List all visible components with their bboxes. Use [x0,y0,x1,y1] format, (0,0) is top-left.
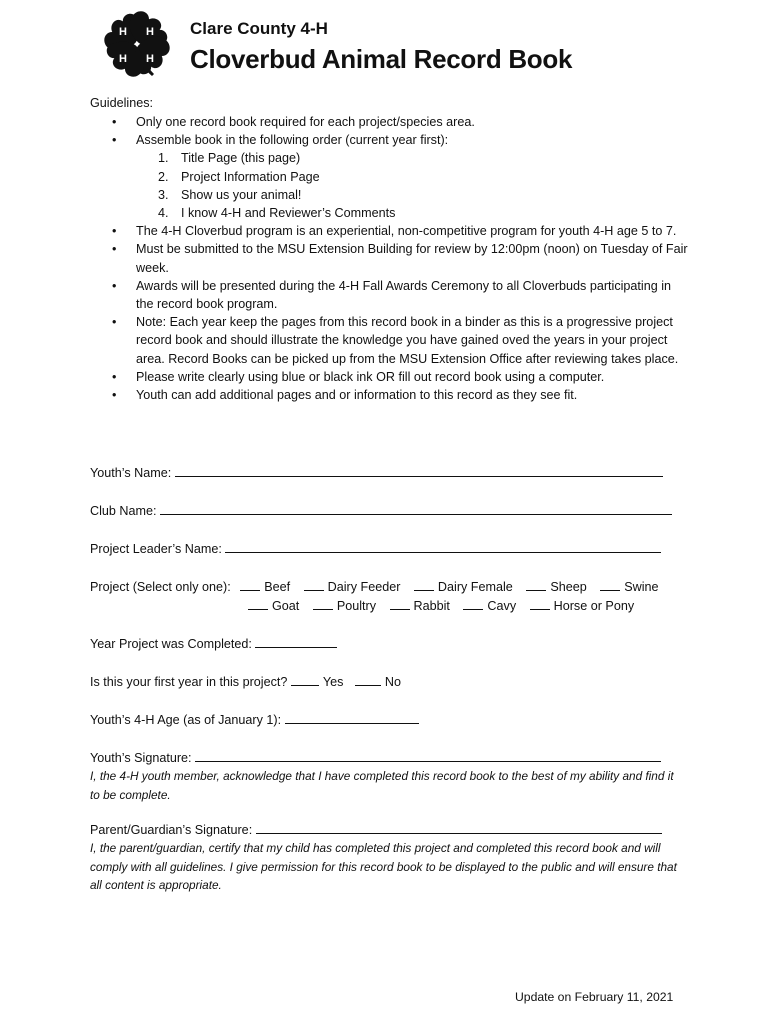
guidelines-heading: Guidelines: [90,96,154,110]
age-row [90,711,419,727]
first-year-no-field[interactable] [355,673,381,686]
svg-text:H: H [119,53,127,65]
order-item: 2. Project Information Page [158,169,320,184]
guidelines-list [90,113,690,404]
guideline-item: • Please write clearly using blue or black ink OR fill out record book using a computer. [90,368,690,386]
youth-signature-row [90,749,661,765]
project-select-row-2 [248,597,634,613]
parent-signature-field[interactable] [256,821,662,834]
leader-name-field[interactable] [225,540,661,553]
org-name: Clare County 4-H [190,19,328,38]
guideline-item: • Note: Each year keep the pages from this record book in a binder as this is a progressive project record book and should illustrate the knowledge you have gained oved the years in your project area. Record Books can be picked up from the MSU Extension Office after reviewing takes place. [90,313,690,368]
age-field[interactable] [285,711,419,724]
year-completed-row [90,635,337,651]
project-option-cavy[interactable]: Cavy [463,597,516,613]
youth-statement: I, the 4-H youth member, acknowledge that I have completed this record book to the best of my ability and find it to be complete. [90,769,674,802]
leader-name-row [90,540,661,556]
page-title: Cloverbud Animal Record Book [190,44,573,74]
youth-name-field[interactable] [175,464,663,477]
parent-statement: I, the parent/guardian, certify that my child has completed this project and completed this record book and will comply with all guidelines. I give permission for this record book to be displayed to the public and will ensure that all content is appropriate. [90,841,677,892]
leader-name-label: Project Leader’s Name: [90,542,222,556]
parent-signature-row [90,821,662,837]
update-date: Update on February 11, 2021 [515,990,674,1004]
club-name-row [90,502,672,518]
svg-text:H: H [119,26,127,38]
youth-name-row [90,464,663,480]
project-select-row [90,578,659,594]
no-label: No [384,675,402,689]
project-option-beef[interactable]: Beef [240,578,290,594]
guideline-item: • Assemble book in the following order (current year first): 1. Title Page (this page) 2. Project Information Page 3. Show us your animal! 4. I know 4-H and Reviewer’s Comments [90,131,690,222]
project-label: Project (Select only one): [90,580,231,594]
guideline-item: • Only one record book required for each project/species area. [90,113,690,131]
svg-text:H: H [146,53,154,65]
youth-signature-field[interactable] [195,749,661,762]
project-option-poultry[interactable]: Poultry [313,597,376,613]
guideline-item: • Must be submitted to the MSU Extension Building for review by 12:00pm (noon) on Tuesday of Fair week. [90,240,690,276]
assembly-order-list [136,149,690,222]
4h-clover-icon [104,10,170,80]
project-option-swine[interactable]: Swine [600,578,658,594]
parent-signature-label: Parent/Guardian’s Signature: [90,823,253,837]
age-label: Youth’s 4-H Age (as of January 1): [90,713,282,727]
first-year-question: Is this your first year in this project? [90,675,288,689]
order-item: 3. Show us your animal! [158,187,302,202]
guideline-item: • Awards will be presented during the 4-H Fall Awards Ceremony to all Cloverbuds participating in the record book program. [90,277,690,313]
guideline-item: • Youth can add additional pages and or information to this record as they see fit. [90,386,690,404]
first-year-row [90,673,401,689]
project-option-dairy-feeder[interactable]: Dairy Feeder [304,578,401,594]
yes-label: Yes [322,675,344,689]
club-name-label: Club Name: [90,504,157,518]
project-option-rabbit[interactable]: Rabbit [390,597,450,613]
year-completed-label: Year Project was Completed: [90,637,252,651]
first-year-yes-field[interactable] [291,673,319,686]
year-completed-field[interactable] [255,635,337,648]
youth-signature-label: Youth’s Signature: [90,751,192,765]
club-name-field[interactable] [160,502,672,515]
project-option-dairy-female[interactable]: Dairy Female [414,578,513,594]
order-item: 1. Title Page (this page) [158,151,301,166]
youth-name-label: Youth’s Name: [90,466,172,480]
project-option-horse-or-pony[interactable]: Horse or Pony [530,597,635,613]
svg-text:H: H [146,26,154,38]
order-item: 4. I know 4-H and Reviewer’s Comments [158,206,396,221]
guideline-item: • The 4-H Cloverbud program is an experiential, non-competitive program for youth 4-H age 5 to 7. [90,222,690,240]
project-option-goat[interactable]: Goat [248,597,299,613]
project-option-sheep[interactable]: Sheep [526,578,586,594]
